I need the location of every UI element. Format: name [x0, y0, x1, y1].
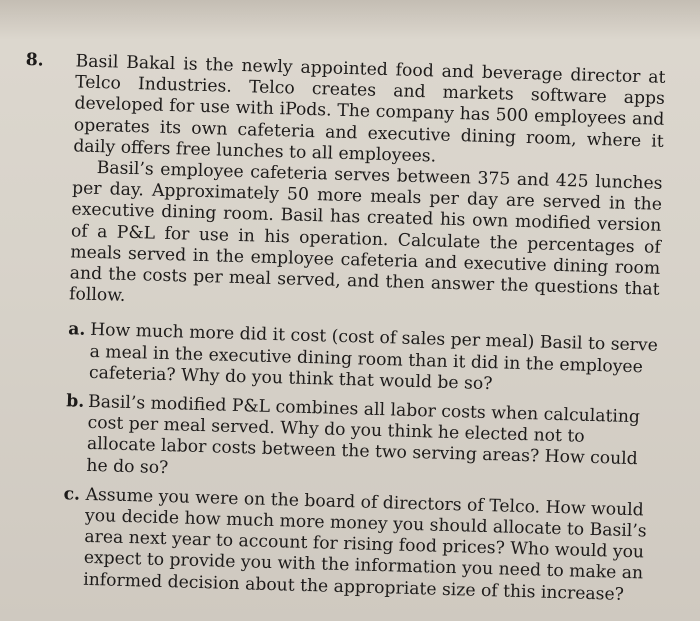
page-shadow [0, 0, 700, 40]
question-text: Basil’s modified P&L combines all labor costs when calculating cost per meal served. Why do you think he elected not to allocate labor costs between the two serving areas? How could he do so? [86, 391, 641, 478]
question-letter: b. [65, 391, 85, 412]
question-text: Assume you were on the board of directors of Telco. How would you decide how much more money you should allocate to Basil’s area next year to account for rising food prices? Who would you expect to provide you with the information you need to make an informed decision about the appropriate size of this increase? [82, 484, 647, 605]
page-content [11, 50, 666, 615]
problem-paragraph-2: Basil’s employee cafeteria serves between 375 and 425 lunches per day. Approximately 50 more meals per day are served in the executive dining room. Basil has created his own modified version of a P&L for use in his operation. Calculate the percentages of meals served in the employee cafeteria and executive dining room and the costs per meal served, and then answer the questions that follow. [68, 158, 663, 307]
question-list [61, 320, 658, 607]
question-a [67, 320, 659, 400]
problem-text [69, 51, 666, 322]
problem-paragraph-1: Basil Bakal is the newly appointed food and beverage director at Telco Industries. Telco creates and markets software apps developed for use with iPods. The company has 500 employees and operates its own cafeteria and executive dining room, where it daily offers free lunches to all employees. [73, 51, 666, 167]
question-letter: c. [63, 484, 81, 505]
question-c [61, 484, 654, 606]
question-letter: a. [67, 319, 86, 341]
question-text: How much more did it cost (cost of sales per meal) Basil to serve a meal in the executive dining room than it did in the employee cafeteria? Why do you think that would be so? [88, 320, 659, 394]
question-b [64, 391, 656, 492]
paragraph-indent [73, 172, 97, 173]
problem-8 [19, 50, 666, 322]
problem-number: 8. [25, 50, 44, 71]
